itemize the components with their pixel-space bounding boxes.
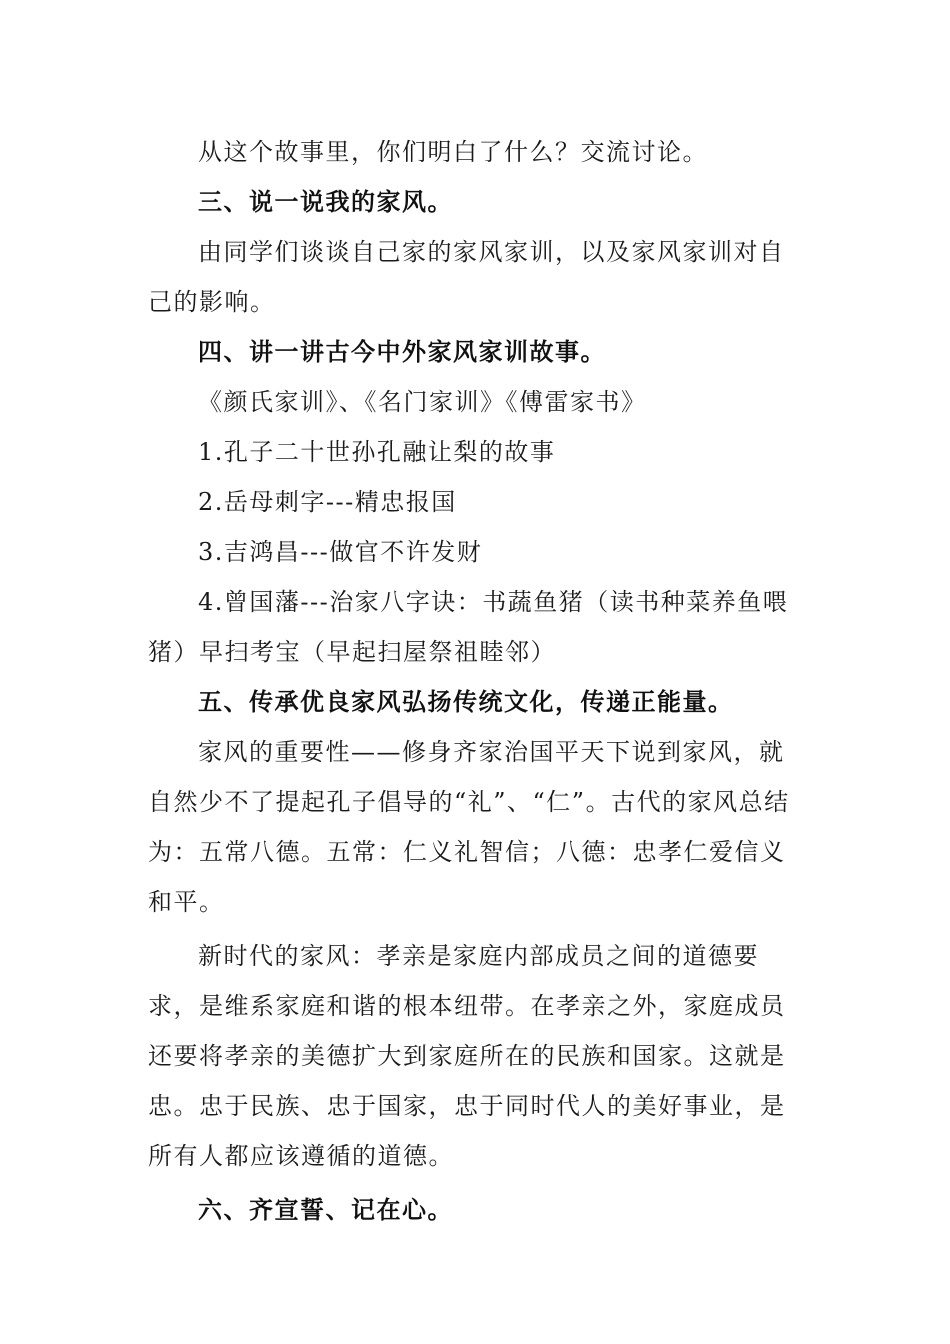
paragraph-family-style: 由同学们谈谈自己家的家风家训，以及家风家训对自己的影响。 (148, 238, 785, 316)
section-heading-3: 三、说一说我的家风。 (198, 188, 453, 216)
section-heading-6: 六、齐宣誓、记在心。 (198, 1196, 453, 1224)
paragraph-discussion: 从这个故事里，你们明白了什么？交流讨论。 (198, 138, 708, 166)
list-item-3: 3.吉鸿昌---做官不许发财 (198, 538, 483, 566)
list-item-2: 2.岳母刺字---精忠报国 (198, 488, 457, 516)
section-heading-5: 五、传承优良家风弘扬传统文化，传递正能量。 (198, 688, 734, 716)
paragraph-new-era: 新时代的家风：孝亲是家庭内部成员之间的道德要求，是维系家庭和谐的根本纽带。在孝亲之外，家庭成员还要将孝亲的美德扩大到家庭所在的民族和国家。这就是忠。忠于民族、忠于国家，忠于同时代人的美好事业，是所有人都应该遵循的道德。 (148, 942, 786, 1170)
list-item-1: 1.孔子二十世孙孔融让梨的故事 (198, 438, 556, 466)
section-heading-4: 四、讲一讲古今中外家风家训故事。 (198, 338, 606, 366)
document-body (148, 127, 808, 1235)
paragraph-book-titles: 《颜氏家训》、《名门家训》《傅雷家书》 (198, 388, 647, 416)
list-item-4: 4.曾国藩---治家八字诀：书蔬鱼猪（读书种菜养鱼喂猪）早扫考宝（早起扫屋祭祖睦邻） (148, 588, 789, 666)
paragraph-importance: 家风的重要性——修身齐家治国平天下说到家风，就自然少不了提起孔子倡导的“礼”、“仁”。古代的家风总结为：五常八德。五常：仁义礼智信；八德：忠孝仁爱信义和平。 (148, 738, 790, 916)
